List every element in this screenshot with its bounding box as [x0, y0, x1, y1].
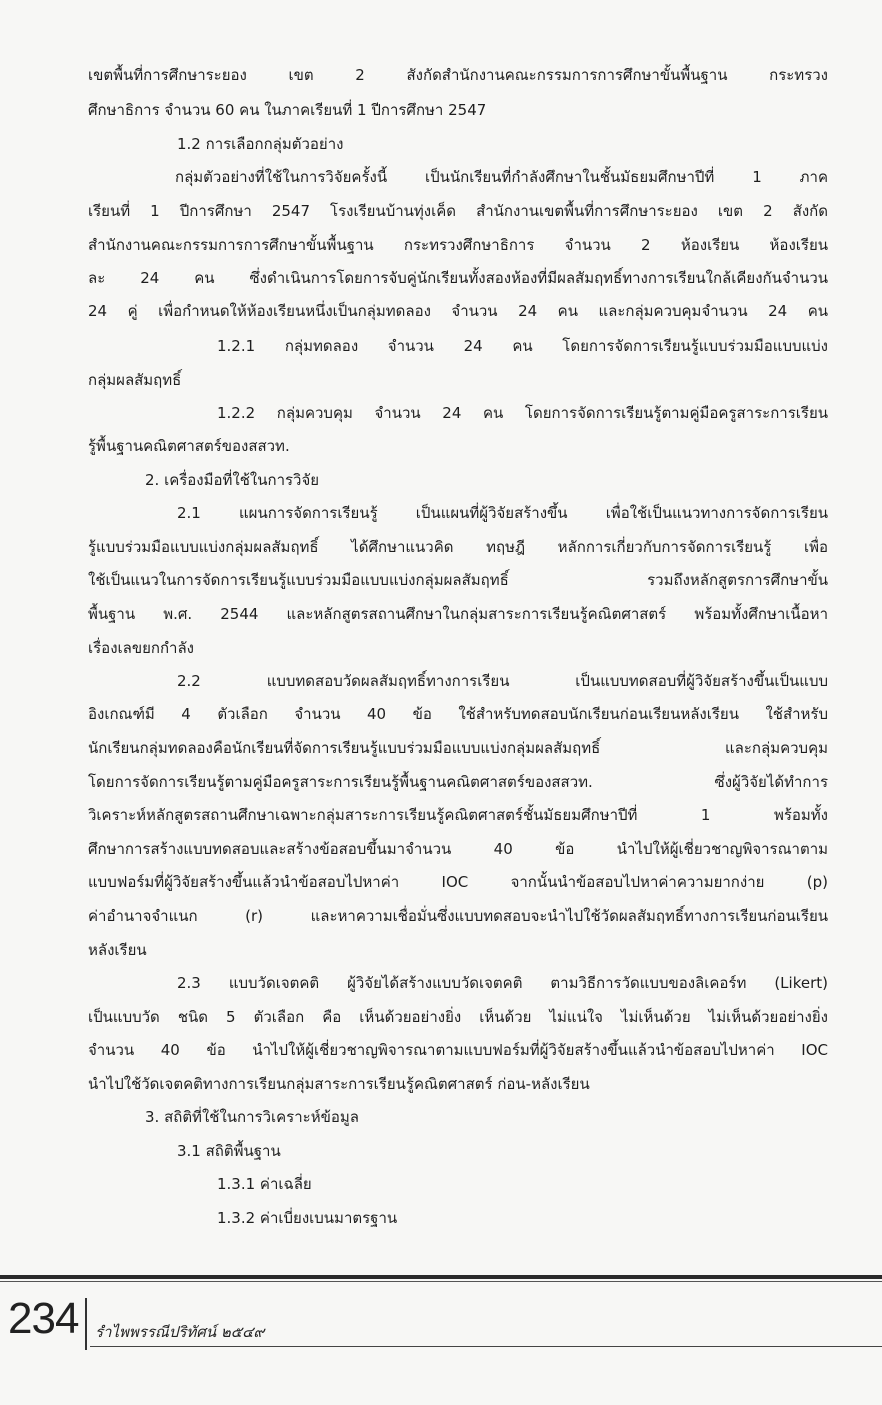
sub-item: 1.3.2 ค่าเบี่ยงเบนมาตรฐาน — [217, 1209, 398, 1227]
body-line: เรื่องเลขยกกำลัง — [88, 639, 194, 657]
section-heading: 3. สถิติที่ใช้ในการวิเคราะห์ข้อมูล — [145, 1108, 359, 1126]
body-line: เป็นแบบวัด ชนิด 5 ตัวเลือก คือ เห็นด้วยอย่างยิ่ง เห็นด้วย ไม่แน่ใจ ไม่เห็นด้วย ไม่เห็นด้วยอย่างยิ่ง — [88, 1008, 828, 1026]
body-line: จำนวน 40 ข้อ นำไปให้ผู้เชี่ยวชาญพิจารณาตามแบบฟอร์มที่ผู้วิจัยสร้างขึ้นแล้วนำข้อสอบไปหาค่า IOC — [88, 1041, 828, 1059]
footer-divider-thin — [0, 1281, 882, 1282]
body-line: ละ 24 คน ซึ่งดำเนินการโดยการจับคู่นักเรียนทั้งสองห้องที่มีผลสัมฤทธิ์ทางการเรียนใกล้เคียงกันจำนวน — [88, 269, 828, 287]
footer-vertical-bar — [85, 1298, 87, 1350]
section-heading: 1.2 การเลือกกลุ่มตัวอย่าง — [177, 135, 344, 153]
body-line: ศึกษาธิการ จำนวน 60 คน ในภาคเรียนที่ 1 ปีการศึกษา 2547 — [88, 101, 487, 119]
body-line: เรียนที่ 1 ปีการศึกษา 2547 โรงเรียนบ้านทุ่งเค็ด สำนักงานเขตพื้นที่การศึกษาระยอง เขต 2 สังกัด — [88, 202, 828, 220]
body-line: กลุ่มตัวอย่างที่ใช้ในการวิจัยครั้งนี้ เป็นนักเรียนที่กำลังศึกษาในชั้นมัธยมศึกษาปีที่ 1 ภาค — [175, 168, 828, 186]
body-line: หลังเรียน — [88, 941, 147, 959]
body-line: กลุ่มผลสัมฤทธิ์ — [88, 371, 182, 389]
body-line: นักเรียนกลุ่มทดลองคือนักเรียนที่จัดการเรียนรู้แบบร่วมมือแบบแบ่งกลุ่มผลสัมฤทธิ์ และกลุ่มควบคุม — [88, 739, 828, 757]
journal-title: รำไพพรรณีปริทัศน์ ๒๕๔๙ — [95, 1323, 265, 1341]
sub-item: 1.2.1 กลุ่มทดลอง จำนวน 24 คน โดยการจัดการเรียนรู้แบบร่วมมือแบบแบ่ง — [217, 337, 828, 355]
sub-item: 2.3 แบบวัดเจตคติ ผู้วิจัยได้สร้างแบบวัดเจตคติ ตามวิธีการวัดแบบของลิเคอร์ท (Likert) — [177, 974, 828, 992]
footer-underline — [90, 1346, 882, 1347]
sub-item: 2.1 แผนการจัดการเรียนรู้ เป็นแผนที่ผู้วิจัยสร้างขึ้น เพื่อใช้เป็นแนวทางการจัดการเรียน — [177, 504, 828, 522]
sub-item: 2.2 แบบทดสอบวัดผลสัมฤทธิ์ทางการเรียน เป็นแบบทดสอบที่ผู้วิจัยสร้างขึ้นเป็นแบบ — [177, 672, 828, 690]
body-line: นำไปใช้วัดเจตคติทางการเรียนกลุ่มสาระการเรียนรู้คณิตศาสตร์ ก่อน-หลังเรียน — [88, 1075, 590, 1093]
footer-divider — [0, 1275, 882, 1279]
body-line: โดยการจัดการเรียนรู้ตามคู่มือครูสาระการเรียนรู้พื้นฐานคณิตศาสตร์ของสสวท. ซึ่งผู้วิจัยได้ทำการ — [88, 773, 828, 791]
body-line: ใช้เป็นแนวในการจัดการเรียนรู้แบบร่วมมือแบบแบ่งกลุ่มผลสัมฤทธิ์ รวมถึงหลักสูตรการศึกษาขั้น — [88, 571, 828, 589]
section-heading: 2. เครื่องมือที่ใช้ในการวิจัย — [145, 471, 320, 489]
body-line: อิงเกณฑ์มี 4 ตัวเลือก จำนวน 40 ข้อ ใช้สำหรับทดสอบนักเรียนก่อนเรียนหลังเรียน ใช้สำหรับ — [88, 705, 828, 723]
body-line: สำนักงานคณะกรรมการการศึกษาขั้นพื้นฐาน กระทรวงศึกษาธิการ จำนวน 2 ห้องเรียน ห้องเรียน — [88, 236, 828, 254]
sub-item: 1.2.2 กลุ่มควบคุม จำนวน 24 คน โดยการจัดการเรียนรู้ตามคู่มือครูสาระการเรียน — [217, 404, 828, 422]
body-line: วิเคราะห์หลักสูตรสถานศึกษาเฉพาะกลุ่มสาระการเรียนรู้คณิตศาสตร์ชั้นมัธยมศึกษาปีที่ 1 พร้อมทั้ง — [88, 806, 828, 824]
body-line: เขตพื้นที่การศึกษาระยอง เขต 2 สังกัดสำนักงานคณะกรรมการการศึกษาขั้นพื้นฐาน กระทรวง — [88, 66, 828, 84]
sub-item: 3.1 สถิติพื้นฐาน — [177, 1142, 281, 1160]
body-line: ค่าอำนาจจำแนก (r) และหาความเชื่อมั่นซึ่งแบบทดสอบจะนำไปใช้วัดผลสัมฤทธิ์ทางการเรียนก่อนเรียน — [88, 907, 828, 925]
sub-item: 1.3.1 ค่าเฉลี่ย — [217, 1175, 312, 1193]
body-line: แบบฟอร์มที่ผู้วิจัยสร้างขึ้นแล้วนำข้อสอบไปหาค่า IOC จากนั้นนำข้อสอบไปหาค่าความยากง่าย (p) — [88, 873, 828, 891]
page-number: 234 — [8, 1294, 79, 1343]
body-line: พื้นฐาน พ.ศ. 2544 และหลักสูตรสถานศึกษาในกลุ่มสาระการเรียนรู้คณิตศาสตร์ พร้อมทั้งศึกษาเนื้อหา — [88, 605, 828, 623]
body-line: 24 คู่ เพื่อกำหนดให้ห้องเรียนหนึ่งเป็นกลุ่มทดลอง จำนวน 24 คน และกลุ่มควบคุมจำนวน 24 คน — [88, 302, 828, 320]
body-line: รู้แบบร่วมมือแบบแบ่งกลุ่มผลสัมฤทธิ์ ได้ศึกษาแนวคิด ทฤษฎี หลักการเกี่ยวกับการจัดการเรียนรู้ เพื่อ — [88, 538, 828, 556]
body-line: รู้พื้นฐานคณิตศาสตร์ของสสวท. — [88, 437, 290, 455]
body-line: ศึกษาการสร้างแบบทดสอบและสร้างข้อสอบขึ้นมาจำนวน 40 ข้อ นำไปให้ผู้เชี่ยวชาญพิจารณาตาม — [88, 840, 828, 858]
